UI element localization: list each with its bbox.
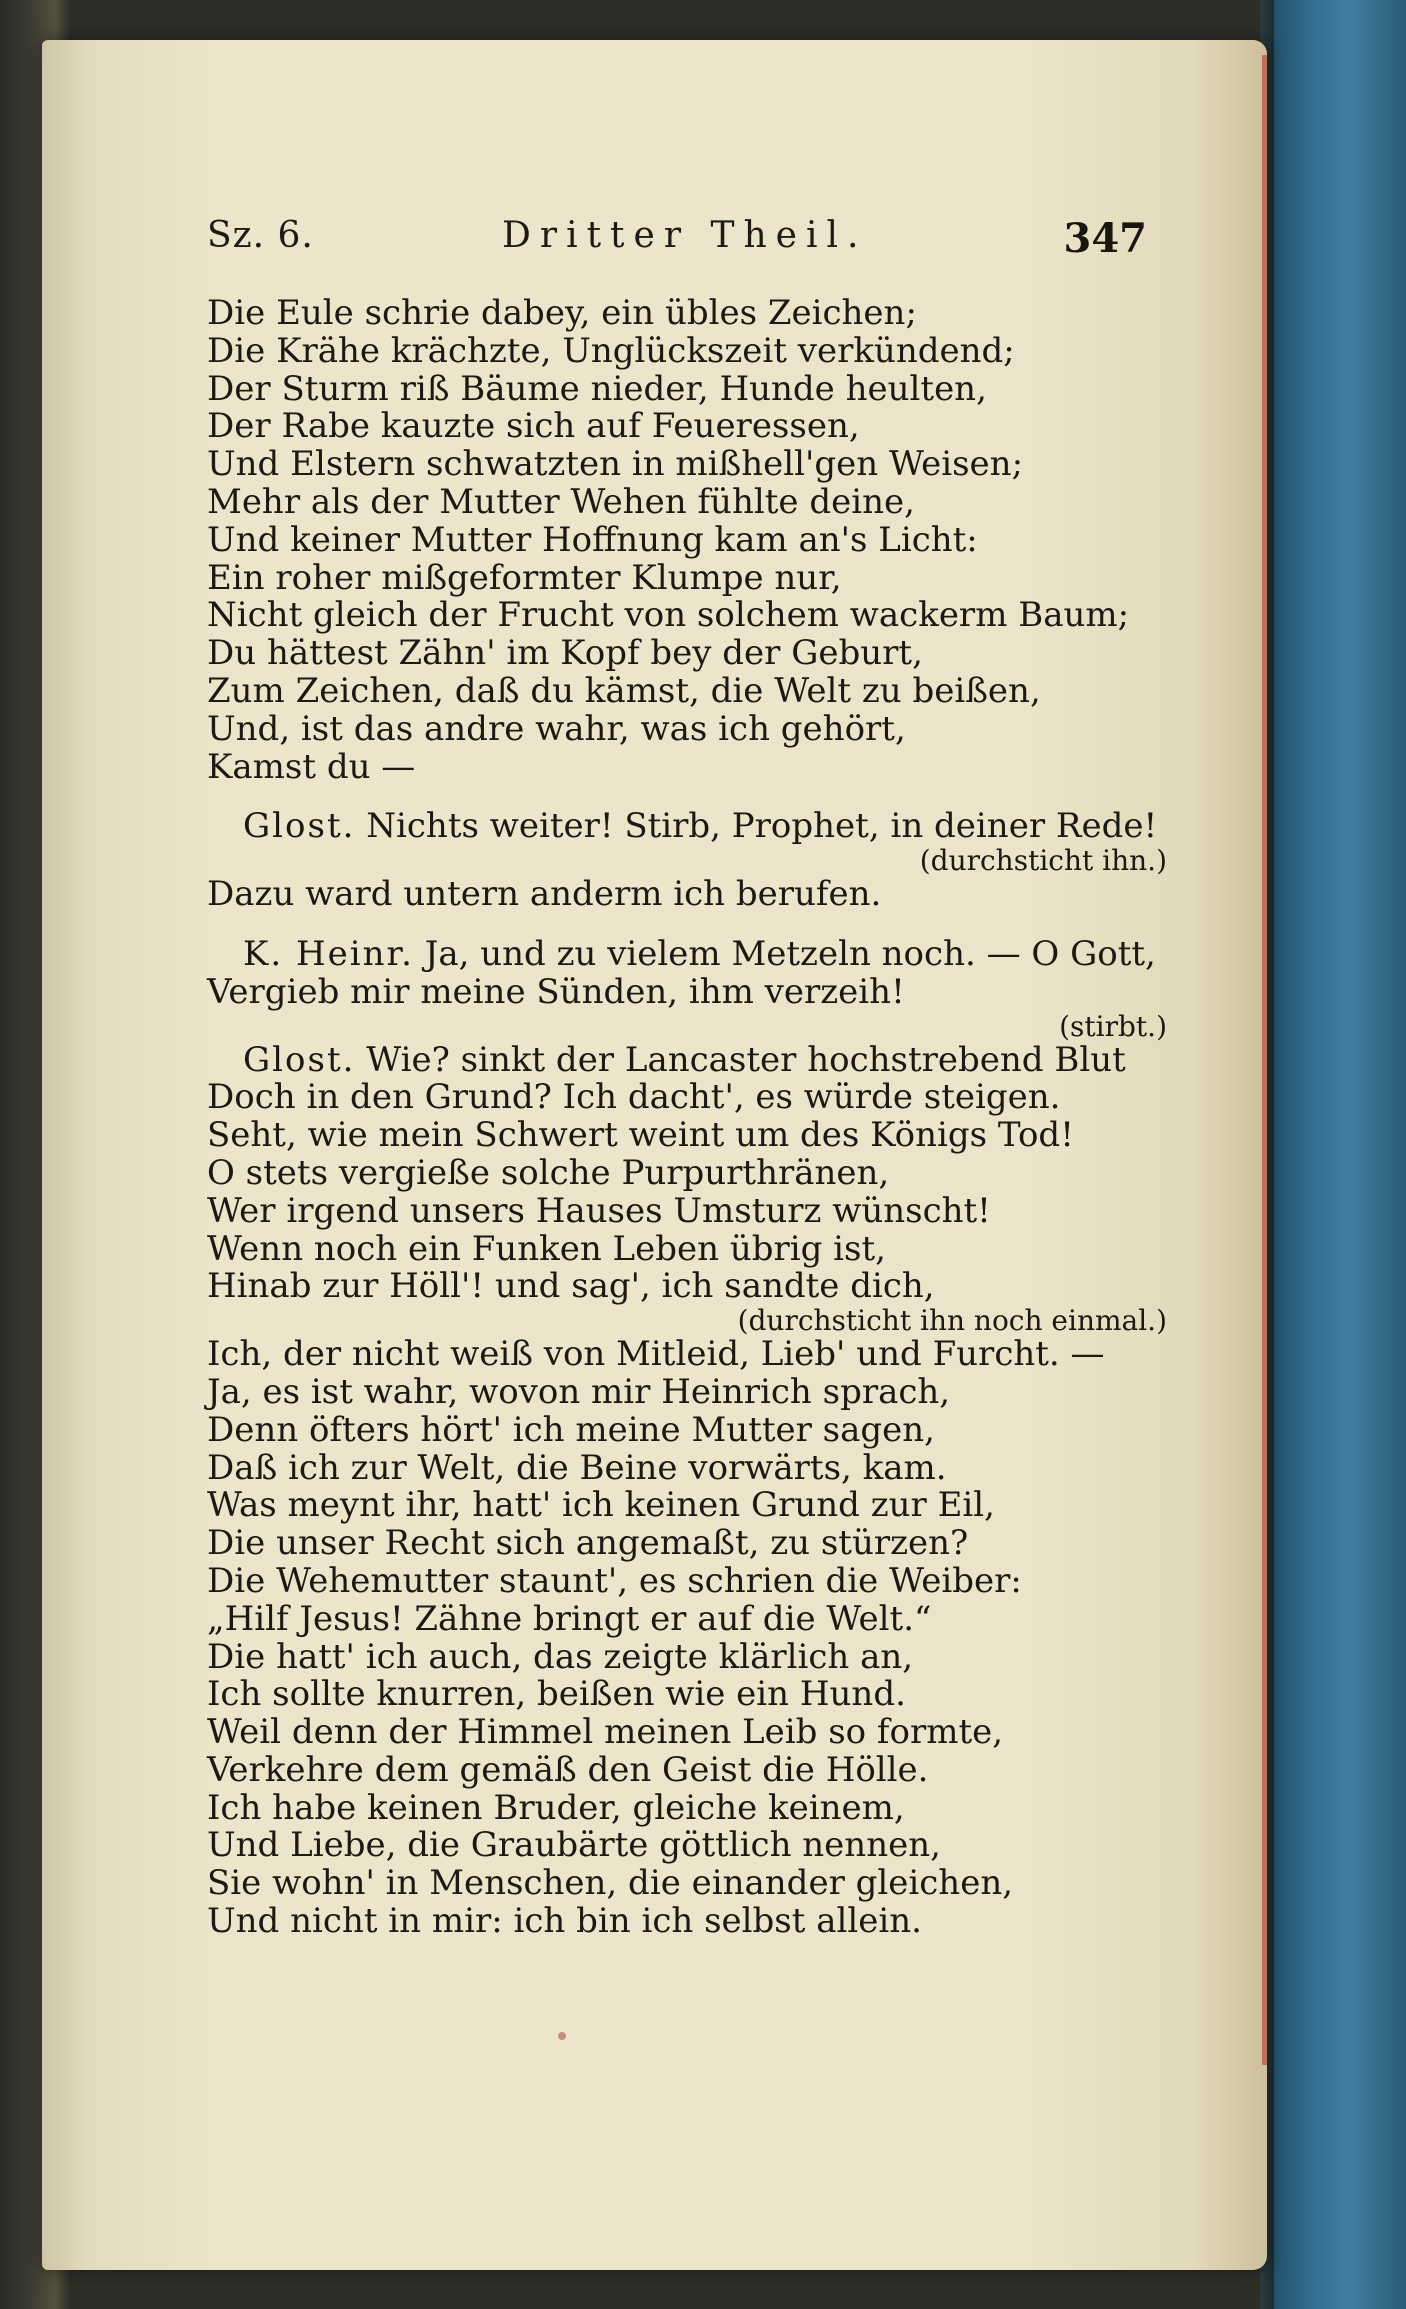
stage-direction: (durchsticht ihn noch einmal.) xyxy=(737,1304,1167,1338)
verse-line: Und Elstern schwatzten in mißhell'gen Weisen; xyxy=(207,444,1024,485)
speaker-name: Glost. xyxy=(243,806,356,847)
verse-line: O stets vergieße solche Purpurthränen, xyxy=(207,1152,890,1193)
verse-line: Doch in den Grund? Ich dacht', es würde steigen. xyxy=(207,1077,1061,1118)
verse-line: Weil denn der Himmel meinen Leib so formte, xyxy=(207,1712,1004,1753)
speaker-name: K. Heinr. xyxy=(243,933,414,974)
verse-line: Die Krähe krächzte, Unglückszeit verkündend; xyxy=(207,330,1015,371)
verse-line: Denn öfters hört' ich meine Mutter sagen, xyxy=(207,1409,935,1450)
speaker-name: Glost. xyxy=(243,1039,356,1080)
verse-text xyxy=(207,295,1167,1941)
verse-line: Wenn noch ein Funken Leben übrig ist, xyxy=(207,1228,886,1269)
speech-glost-2 xyxy=(207,1039,1167,1080)
verse-line: Die Wehemutter staunt', es schrien die Weiber: xyxy=(207,1560,1022,1601)
verse-line: Und, ist das andre wahr, was ich gehört, xyxy=(207,708,906,749)
verse-line: Ja, und zu vielem Metzeln noch. — O Gott, xyxy=(424,933,1156,974)
verse-line: Nichts weiter! Stirb, Prophet, in deiner Rede! xyxy=(366,806,1158,847)
section-title: Dritter Theil. xyxy=(502,215,868,256)
ink-spot xyxy=(558,2032,566,2040)
verse-line: Und nicht in mir: ich bin ich selbst allein. xyxy=(207,1901,922,1942)
scene-label: Sz. 6. xyxy=(207,215,314,256)
verse-line: Die Eule schrie dabey, ein übles Zeichen; xyxy=(207,293,917,333)
verse-line: Ich sollte knurren, beißen wie ein Hund. xyxy=(207,1674,906,1715)
verse-line: Ja, es ist wahr, wovon mir Heinrich sprach, xyxy=(207,1371,951,1412)
verse-line: Und keiner Mutter Hoffnung kam an's Licht: xyxy=(207,519,978,560)
verse-line: Die hatt' ich auch, das zeigte klärlich an, xyxy=(207,1636,914,1677)
verse-line: Wie? sinkt der Lancaster hochstrebend Blut xyxy=(366,1039,1126,1080)
verse-line: Der Sturm riß Bäume nieder, Hunde heulten, xyxy=(207,368,987,409)
verse-line: Wer irgend unsers Hauses Umsturz wünscht! xyxy=(207,1190,991,1231)
verse-line: Seht, wie mein Schwert weint um des Königs Tod! xyxy=(207,1115,1074,1156)
stage-direction: (stirbt.) xyxy=(1059,1009,1167,1043)
page-edge-red-stain xyxy=(1262,55,1267,2065)
verse-line: Was meynt ihr, hatt' ich keinen Grund zur Eil, xyxy=(207,1485,995,1526)
verse-line: Mehr als der Mutter Wehen fühlte deine, xyxy=(207,481,915,522)
verse-line: Kamst du — xyxy=(207,746,416,787)
verse-line: Der Rabe kauzte sich auf Feueressen, xyxy=(207,406,860,447)
verse-line: Hinab zur Höll'! und sag', ich sandte dich, xyxy=(207,1266,935,1307)
verse-line: Vergieb mir meine Sünden, ihm verzeih! xyxy=(207,971,905,1012)
verse-line: Du hättest Zähn' im Kopf bey der Geburt, xyxy=(207,633,923,674)
verse-line: Die unser Recht sich angemaßt, zu stürzen? xyxy=(207,1523,969,1564)
verse-line: Nicht gleich der Frucht von solchem wackerm Baum; xyxy=(207,595,1130,636)
book-cover xyxy=(1265,0,1406,2309)
verse-line: „Hilf Jesus! Zähne bringt er auf die Welt.“ xyxy=(207,1598,932,1639)
stage-direction: (durchsticht ihn.) xyxy=(919,844,1167,878)
verse-line: Verkehre dem gemäß den Geist die Hölle. xyxy=(207,1749,929,1790)
verse-line: Dazu ward untern anderm ich berufen. xyxy=(207,874,882,915)
running-header xyxy=(207,215,1147,275)
verse-line: Ich, der nicht weiß von Mitleid, Lieb' und Furcht. — xyxy=(207,1334,1105,1375)
page-number: 347 xyxy=(1063,215,1147,262)
verse-line: Und Liebe, die Graubärte göttlich nennen, xyxy=(207,1825,941,1866)
verse-line: Zum Zeichen, daß du kämst, die Welt zu beißen, xyxy=(207,670,1041,711)
verse-line: Daß ich zur Welt, die Beine vorwärts, kam. xyxy=(207,1447,947,1488)
speech-kheinr xyxy=(207,933,1167,974)
verse-line: Ich habe keinen Bruder, gleiche keinem, xyxy=(207,1787,905,1828)
speech-glost-1 xyxy=(207,808,1167,846)
verse-line: Ein roher mißgeformter Klumpe nur, xyxy=(207,557,842,598)
verse-line: Sie wohn' in Menschen, die einander gleichen, xyxy=(207,1863,1014,1904)
